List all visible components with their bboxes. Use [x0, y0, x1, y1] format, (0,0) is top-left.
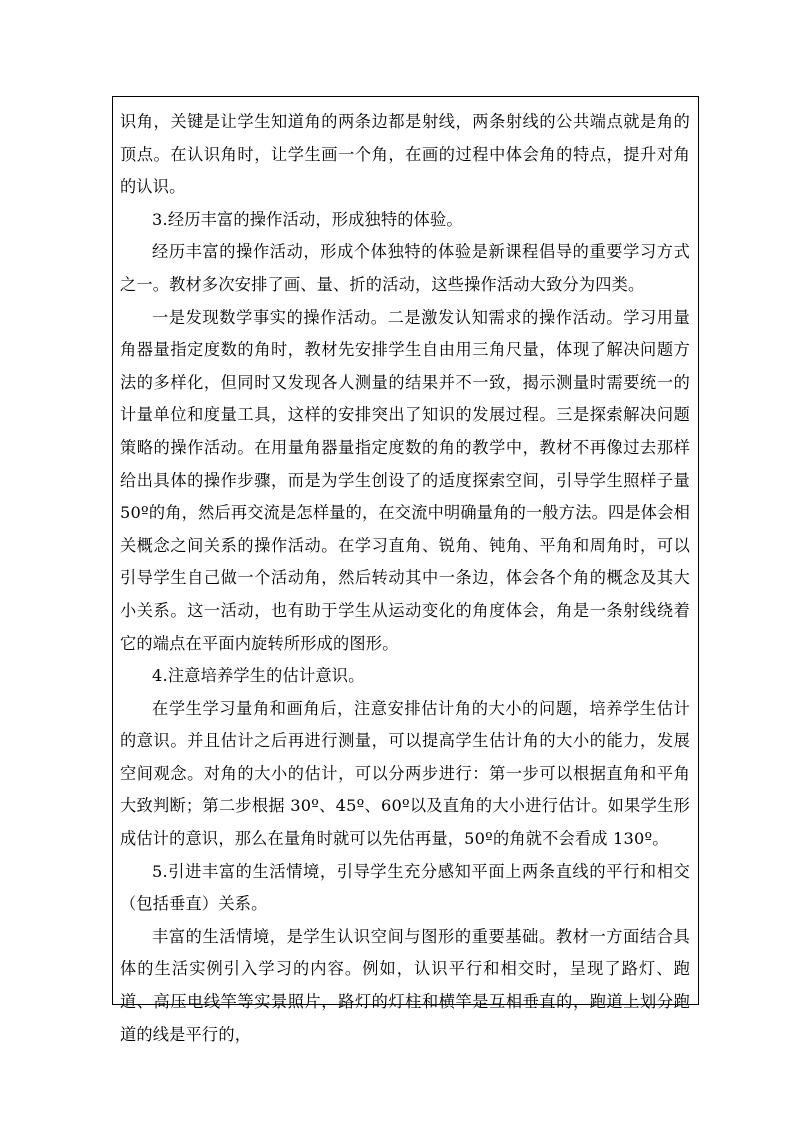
paragraph-3: 经历丰富的操作活动，形成个体独特的体验是新课程倡导的重要学习方式之一。教材多次安排了画、量、折的活动，这些操作活动大致分为四类。 — [120, 242, 690, 294]
paragraph-6: 在学生学习量角和画角后，注意安排估计角的大小的问题，培养学生估计的意识。并且估计之后再进行测量，可以提高学生估计角的大小的能力，发展空间观念。对角的大小的估计，可以分两步进行：第一步可以根据直角和平角大致判断；第二步根据 30º、45º、60º以及直角的大小进行估计。如果学生形成估计的意识，那么在量角时就可以先估再量，50º的角就不会看成 130º。 — [120, 698, 690, 849]
paragraph-1: 识角，关键是让学生知道角的两条边都是射线，两条射线的公共端点就是角的顶点。在认识角时，让学生画一个角，在画的过程中体会角的特点，提升对角的认识。 — [120, 112, 690, 197]
paragraph-8: 丰富的生活情境，是学生认识空间与图形的重要基础。教材一方面结合具体的生活实例引入学习的内容。例如，认识平行和相交时，呈现了路灯、跑道、高压电线竿等实景照片，路灯的灯柱和横竿是互相垂直的，跑道上划分跑道的线是平行的， — [120, 926, 690, 1044]
paragraph-7-heading: 5.引进丰富的生活情境，引导学生充分感知平面上两条直线的平行和相交（包括垂直）关系。 — [120, 861, 690, 914]
paragraph-4: 一是发现数学事实的操作活动。二是激发认知需求的操作活动。学习用量角器量指定度数的角时，教材先安排学生自由用三角尺量，体现了解决问题方法的多样化，但同时又发现各人测量的结果并不一致，揭示测量时需要统一的计量单位和度量工具，这样的安排突出了知识的发展过程。三是探索解决问题策略的操作活动。在用量角器量指定度数的角的教学中，教材不再像过去那样给出具体的操作步骤，而是为学生创设了的适度探索空间，引导学生照样子量 50º的角，然后再交流是怎样量的，在交流中明确量角的一般方法。四是体会相关概念之间关系的操作活动。在学习直角、锐角、钝角、平角和周角时，可以引导学生自己做一个活动角，然后转动其中一条边，体会各个角的概念及其大小关系。这一活动，也有助于学生从运动变化的角度体会，角是一条射线绕着它的端点在平面内旋转所形成的图形。 — [120, 307, 690, 653]
paragraph-5-heading: 4.注意培养学生的估计意识。 — [152, 666, 365, 686]
paragraph-2-heading: 3.经历丰富的操作活动，形成独特的体验。 — [152, 209, 463, 229]
document-body — [120, 106, 690, 1051]
